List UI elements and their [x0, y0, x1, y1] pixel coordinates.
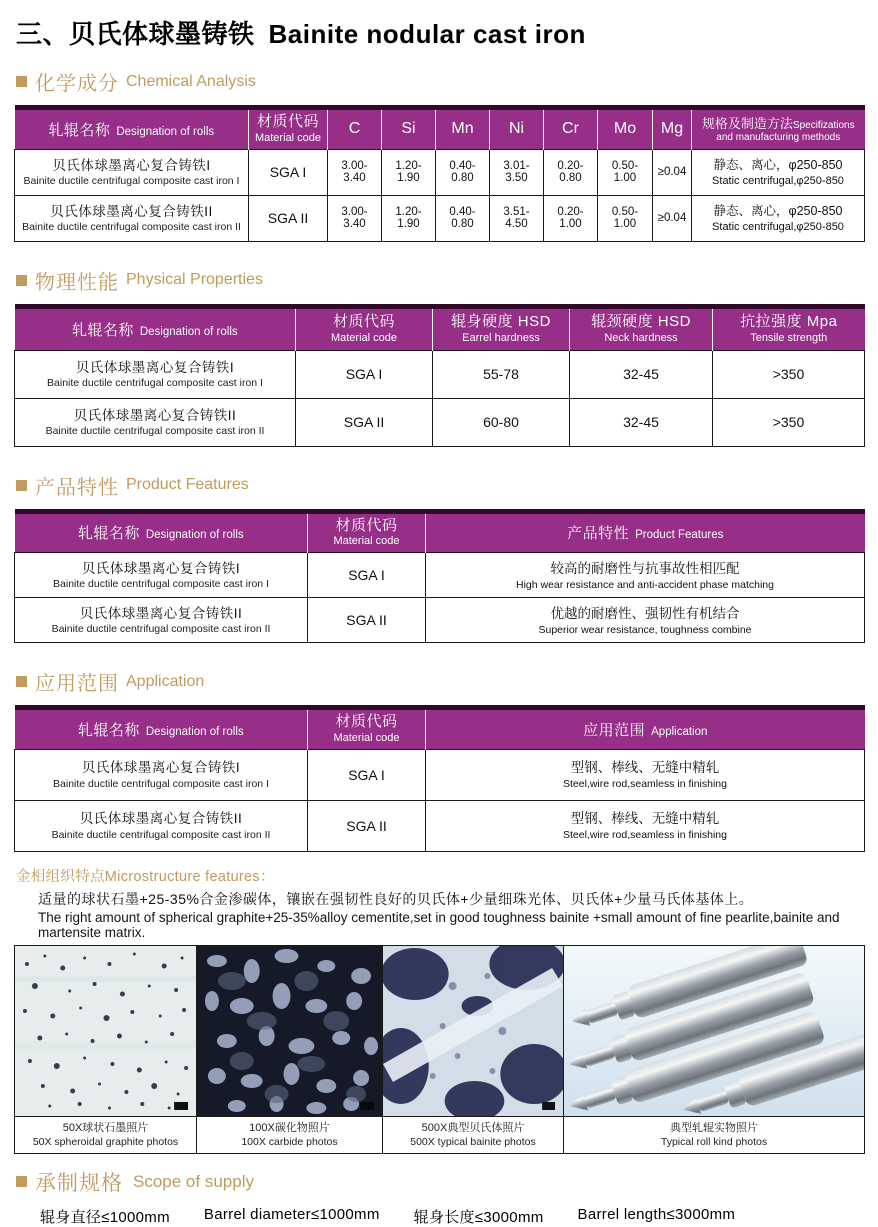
cell-material-code: SGA II [308, 800, 426, 851]
cell-roll-name: 贝氏体球墨离心复合铸铁II Bainite ductile centrifugal composite cast iron II [15, 800, 308, 851]
scale-bar-icon [174, 1102, 188, 1110]
col-header-rolls: 轧辊名称 Designation of rolls [15, 511, 308, 553]
col-header-c: C [328, 108, 382, 150]
cell-roll-name: 贝氏体球墨离心复合铸铁II Bainite ductile centrifugal composite cast iron II [15, 398, 296, 446]
microstructure-text-en: The right amount of spherical graphite+25-35%alloy cementite,set in good toughness bainite +small amount of fine pearlite,bainite and martensite matrix. [38, 909, 840, 940]
cell-neck-hardness: 32-45 [570, 398, 713, 446]
cell-neck-hardness: 32-45 [570, 350, 713, 398]
page-title-zh: 三、贝氏体球墨铸铁 [16, 19, 255, 49]
cell-mg: ≥0.04 [653, 149, 692, 195]
table-row [15, 195, 865, 241]
supply-item-barrel-diameter-en: Barrel diameter≤1000mm [203, 1205, 380, 1223]
typical-rolls-image [564, 946, 864, 1116]
table-row [15, 553, 865, 598]
cell-application: 型钢、棒线、无缝中精轧 Steel,wire rod,seamless in finishing [426, 800, 865, 851]
scale-bar-icon [360, 1102, 374, 1110]
col-header-ni: Ni [490, 108, 544, 150]
photo-caption: 50X球状石墨照片 50X spheroidal graphite photos [15, 1116, 197, 1153]
col-header-code: 材质代码 Material code [249, 108, 328, 150]
section-heading-application [16, 667, 864, 696]
section-heading-en: Scope of supply [133, 1171, 254, 1191]
cell-application: 型钢、棒线、无缝中精轧 Steel,wire rod,seamless in finishing [426, 749, 865, 800]
graphite-micrograph-image [15, 946, 196, 1116]
cell-mo: 0.50-1.00 [598, 195, 653, 241]
cell-cr: 0.20-1.00 [544, 195, 598, 241]
photo-row [15, 945, 865, 1116]
cell-material-code: SGA I [249, 149, 328, 195]
cell-roll-name: 贝氏体球墨离心复合铸铁I Bainite ductile centrifugal composite cast iron I [15, 350, 296, 398]
col-header-rolls: 轧辊名称 Designation of rolls [15, 108, 249, 150]
col-header-spec: 规格及制造方法Specifizations and manufacturing methods [692, 108, 865, 150]
cell-material-code: SGA II [249, 195, 328, 241]
cell-mn: 0.40-0.80 [436, 195, 490, 241]
caption-row [15, 1116, 865, 1153]
cell-roll-name: 贝氏体球墨离心复合铸铁I Bainite ductile centrifugal composite cast iron I [15, 553, 308, 598]
section-heading-en: Application [126, 672, 205, 690]
supply-item-barrel-diameter-zh: 辊身直径≤1000mm [40, 1208, 170, 1226]
supply-items [40, 1206, 864, 1227]
col-header-barrel-hardness: 辊身硬度 HSD Earrel hardness [433, 306, 570, 350]
photo-strip [14, 945, 865, 1154]
square-bullet-icon [16, 275, 27, 286]
cell-cr: 0.20-0.80 [544, 149, 598, 195]
table-row [15, 398, 865, 446]
section-heading-physical [16, 266, 864, 295]
cell-ni: 3.01-3.50 [490, 149, 544, 195]
square-bullet-icon [16, 676, 27, 687]
col-header-si: Si [382, 108, 436, 150]
physical-properties-table [14, 304, 865, 447]
section-heading-zh: 化学成分 [35, 73, 119, 95]
cell-mo: 0.50-1.00 [598, 149, 653, 195]
table-row [15, 350, 865, 398]
col-header-mg: Mg [653, 108, 692, 150]
cell-feature: 较高的耐磨性与抗事故性相匹配 High wear resistance and anti-accident phase matching [426, 553, 865, 598]
table-header-row [15, 306, 865, 350]
scale-bar-icon [542, 1102, 555, 1110]
cell-roll-name: 贝氏体球墨离心复合铸铁I Bainite ductile centrifugal composite cast iron I [15, 149, 249, 195]
col-header-neck-hardness: 辊颈硬度 HSD Neck hardness [570, 306, 713, 350]
cell-roll-name: 贝氏体球墨离心复合铸铁II Bainite ductile centrifugal composite cast iron II [15, 598, 308, 643]
cell-si: 1.20-1.90 [382, 195, 436, 241]
col-header-mo: Mo [598, 108, 653, 150]
carbide-micrograph-image [197, 946, 382, 1116]
microstructure-text-zh: 适量的球状石墨+25-35%合金渗碳体，镶嵌在强韧性良好的贝氏体+少量细珠光体、贝氏体+少量马氏体基体上。 [38, 890, 754, 907]
cell-barrel-hardness: 55-78 [433, 350, 570, 398]
section-heading-zh: 承制规格 [35, 1171, 123, 1195]
cell-si: 1.20-1.90 [382, 149, 436, 195]
section-heading-zh: 应用范围 [35, 673, 119, 695]
micrograph-photo-bainite [383, 945, 564, 1116]
section-heading-supply [16, 1167, 864, 1197]
roll-product-photo [564, 945, 865, 1116]
cell-ni: 3.51-4.50 [490, 195, 544, 241]
table-row [15, 800, 865, 851]
microstructure-features [16, 865, 864, 940]
table-row [15, 749, 865, 800]
section-heading-en: Physical Properties [126, 271, 263, 288]
col-header-features: 产品特性 Product Features [426, 511, 865, 553]
micrograph-photo-graphite [15, 945, 197, 1116]
product-features-table [14, 509, 865, 644]
cell-material-code: SGA I [308, 553, 426, 598]
table-row [15, 149, 865, 195]
section-heading-en: Product Features [126, 476, 249, 493]
application-table [14, 705, 865, 852]
supply-item-barrel-length-en: Barrel length≤3000mm [577, 1205, 736, 1223]
micrograph-photo-carbide [197, 945, 383, 1116]
microstructure-heading: 金相组织特点Microstructure features： [16, 868, 275, 885]
section-heading-zh: 产品特性 [35, 476, 119, 499]
supply-item-barrel-length-zh: 辊身长度≤3000mm [413, 1208, 544, 1226]
cell-roll-name: 贝氏体球墨离心复合铸铁I Bainite ductile centrifugal composite cast iron I [15, 749, 308, 800]
table-header-row [15, 708, 865, 750]
cell-tensile-strength: >350 [713, 398, 865, 446]
cell-material-code: SGA II [308, 598, 426, 643]
col-header-code: 材质代码 Material code [308, 708, 426, 750]
section-heading-chemical [16, 67, 864, 96]
page-title-en: Bainite nodular cast iron [268, 19, 586, 49]
bainite-micrograph-image [383, 946, 563, 1116]
col-header-mn: Mn [436, 108, 490, 150]
table-header-row [15, 108, 865, 150]
col-header-rolls: 轧辊名称 Designation of rolls [15, 708, 308, 750]
col-header-code: 材质代码 Material code [308, 511, 426, 553]
cell-c: 3.00-3.40 [328, 195, 382, 241]
cell-spec: 静态、离心，φ250-850 Static centrifugal,φ250-850 [692, 149, 865, 195]
col-header-code: 材质代码 Material code [296, 306, 433, 350]
photo-caption: 500X典型贝氏体照片 500X typical bainite photos [383, 1116, 564, 1153]
square-bullet-icon [16, 480, 27, 491]
cell-c: 3.00-3.40 [328, 149, 382, 195]
chemical-analysis-table [14, 105, 865, 242]
table-header-row [15, 511, 865, 553]
square-bullet-icon [16, 76, 27, 87]
col-header-application: 应用范围 Application [426, 708, 865, 750]
col-header-tensile: 抗拉强度 Mpa Tensile strength [713, 306, 865, 350]
cell-barrel-hardness: 60-80 [433, 398, 570, 446]
col-header-rolls: 轧辊名称 Designation of rolls [15, 306, 296, 350]
cell-material-code: SGA I [296, 350, 433, 398]
cell-tensile-strength: >350 [713, 350, 865, 398]
cell-feature: 优越的耐磨性、强韧性有机结合 Superior wear resistance, toughness combine [426, 598, 865, 643]
table-row [15, 598, 865, 643]
cell-mn: 0.40-0.80 [436, 149, 490, 195]
cell-material-code: SGA II [296, 398, 433, 446]
photo-caption: 典型轧辊实物照片 Typical roll kind photos [564, 1116, 865, 1153]
photo-caption: 100X碳化物照片 100X carbide photos [197, 1116, 383, 1153]
section-heading-en: Chemical Analysis [126, 72, 256, 90]
cell-roll-name: 贝氏体球墨离心复合铸铁II Bainite ductile centrifugal composite cast iron II [15, 195, 249, 241]
cell-material-code: SGA I [308, 749, 426, 800]
page-title [16, 14, 864, 51]
square-bullet-icon [16, 1176, 27, 1187]
cell-mg: ≥0.04 [653, 195, 692, 241]
col-header-cr: Cr [544, 108, 598, 150]
section-heading-features [16, 471, 864, 500]
section-heading-zh: 物理性能 [35, 271, 119, 294]
cell-spec: 静态、离心，φ250-850 Static centrifugal,φ250-850 [692, 195, 865, 241]
